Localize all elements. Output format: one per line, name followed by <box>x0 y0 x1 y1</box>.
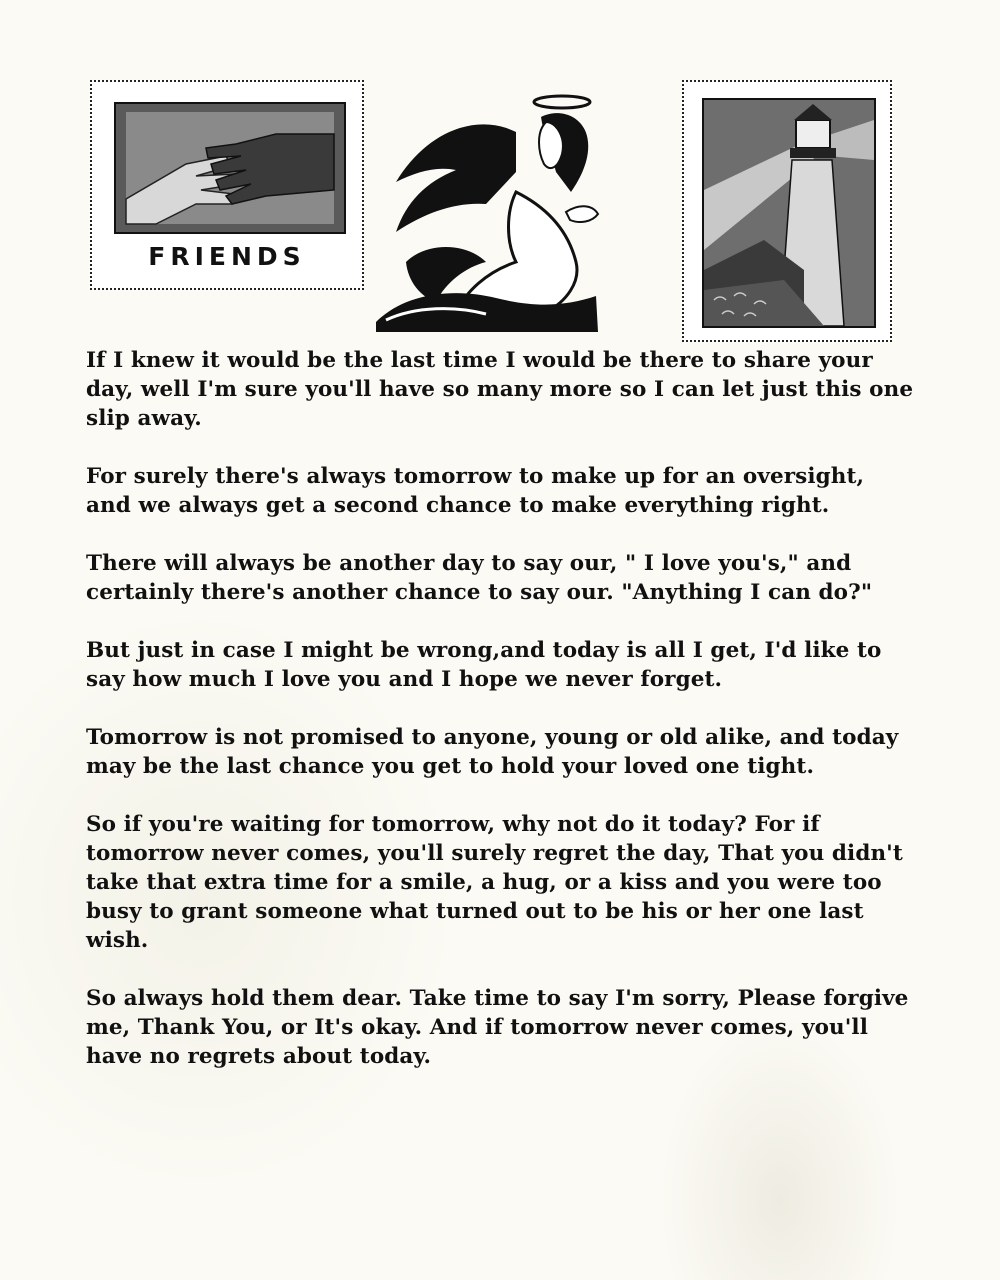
angel-illustration <box>366 92 614 338</box>
lighthouse-stamp <box>682 80 892 342</box>
paragraph: So always hold them dear. Take time to say I'm sorry, Please forgive me, Thank You, or It's okay. And if tomorrow never comes, you'll have no regrets about today. <box>86 986 909 1069</box>
paragraph: If I knew it would be the last time I would be there to share your day, well I'm sure you'll have so many more so I can let just this one slip away. <box>86 348 914 431</box>
paragraph: Tomorrow is not promised to anyone, young or old alike, and today may be the last chance you get to hold your loved one tight. <box>86 725 899 779</box>
paragraph: So if you're waiting for tomorrow, why not do it today? For if tomorrow never comes, you'll surely regret the day, That you didn't take that extra time for a smile, a hug, or a kiss and you were too busy to grant someone what turned out to be his or her one last wish. <box>86 812 903 953</box>
paragraph: For surely there's always tomorrow to make up for an oversight, and we always get a second chance to make everything right. <box>86 464 865 518</box>
paragraph: There will always be another day to say our, " I love you's," and certainly there's another chance to say our. "Anything I can do?" <box>86 551 873 605</box>
paragraph: But just in case I might be wrong,and today is all I get, I'd like to say how much I love you and I hope we never forget. <box>86 638 882 692</box>
poem-text <box>86 346 916 1100</box>
hands-illustration <box>114 102 346 234</box>
friends-stamp <box>90 80 364 290</box>
stamp-caption: FRIENDS <box>148 242 306 271</box>
lighthouse-illustration <box>702 98 876 328</box>
